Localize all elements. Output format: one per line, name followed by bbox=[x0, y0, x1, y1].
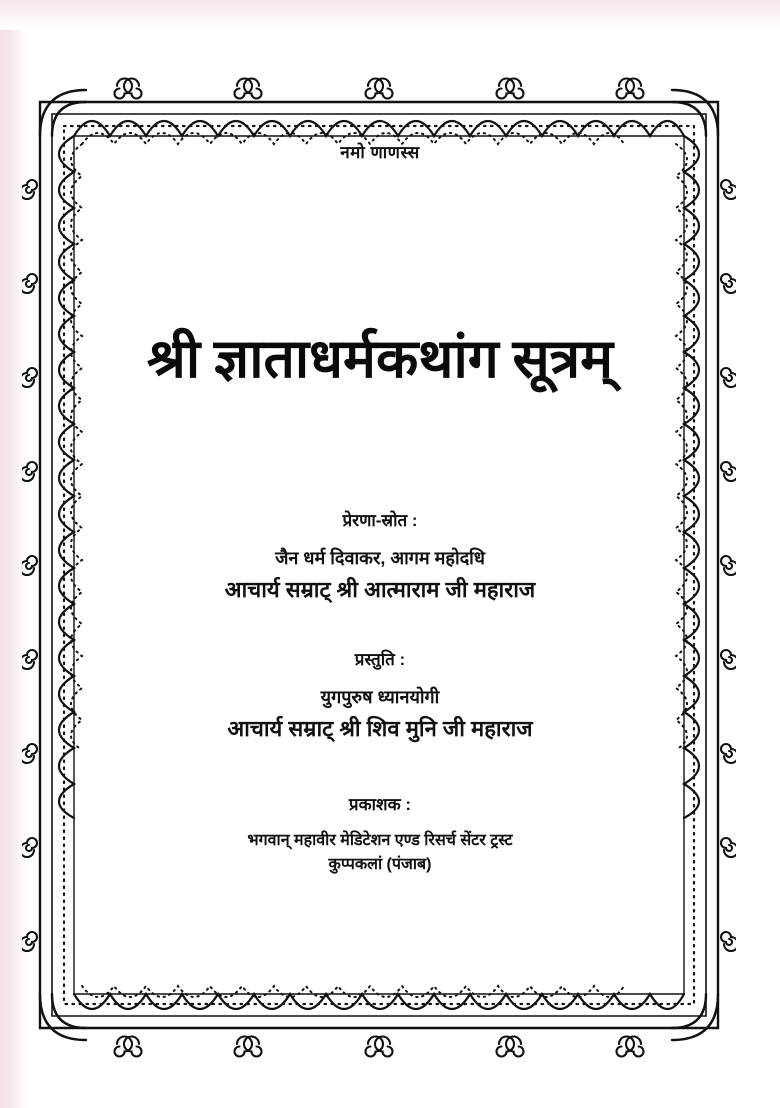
inspiration-block bbox=[62, 508, 698, 607]
inspiration-line-2: आचार्य सम्राट् श्री आत्माराम जी महाराज bbox=[224, 576, 536, 602]
presented-line-2: आचार्य सम्राट् श्री शिव मुनि जी महाराज bbox=[227, 715, 533, 741]
book-title: श्री ज्ञाताधर्मकथांग सूत्रम् bbox=[146, 329, 614, 389]
presented-block bbox=[62, 647, 698, 746]
publisher-label: प्रकाशक : bbox=[348, 794, 412, 814]
inspiration-label: प्रेरणा-स्रोत : bbox=[342, 510, 418, 530]
inspiration-line-1: जैन धर्म दिवाकर, आगम महोदधि bbox=[275, 547, 485, 568]
title-page-content bbox=[62, 110, 698, 1020]
publisher-block bbox=[62, 792, 698, 879]
publisher-line-2: कुप्पकलां (पंजाब) bbox=[328, 856, 432, 874]
paper-edge-tint-top bbox=[0, 0, 780, 30]
presented-line-1: युगपुरुष ध्यानयोगी bbox=[320, 686, 440, 707]
publisher-line-1: भगवान् महावीर मेडिटेशन एण्ड रिसर्च सेंटर ट्रस्ट bbox=[247, 831, 513, 849]
invocation-text: नमो णाणस्स bbox=[340, 143, 420, 162]
presented-label: प्रस्तुति : bbox=[354, 649, 406, 669]
